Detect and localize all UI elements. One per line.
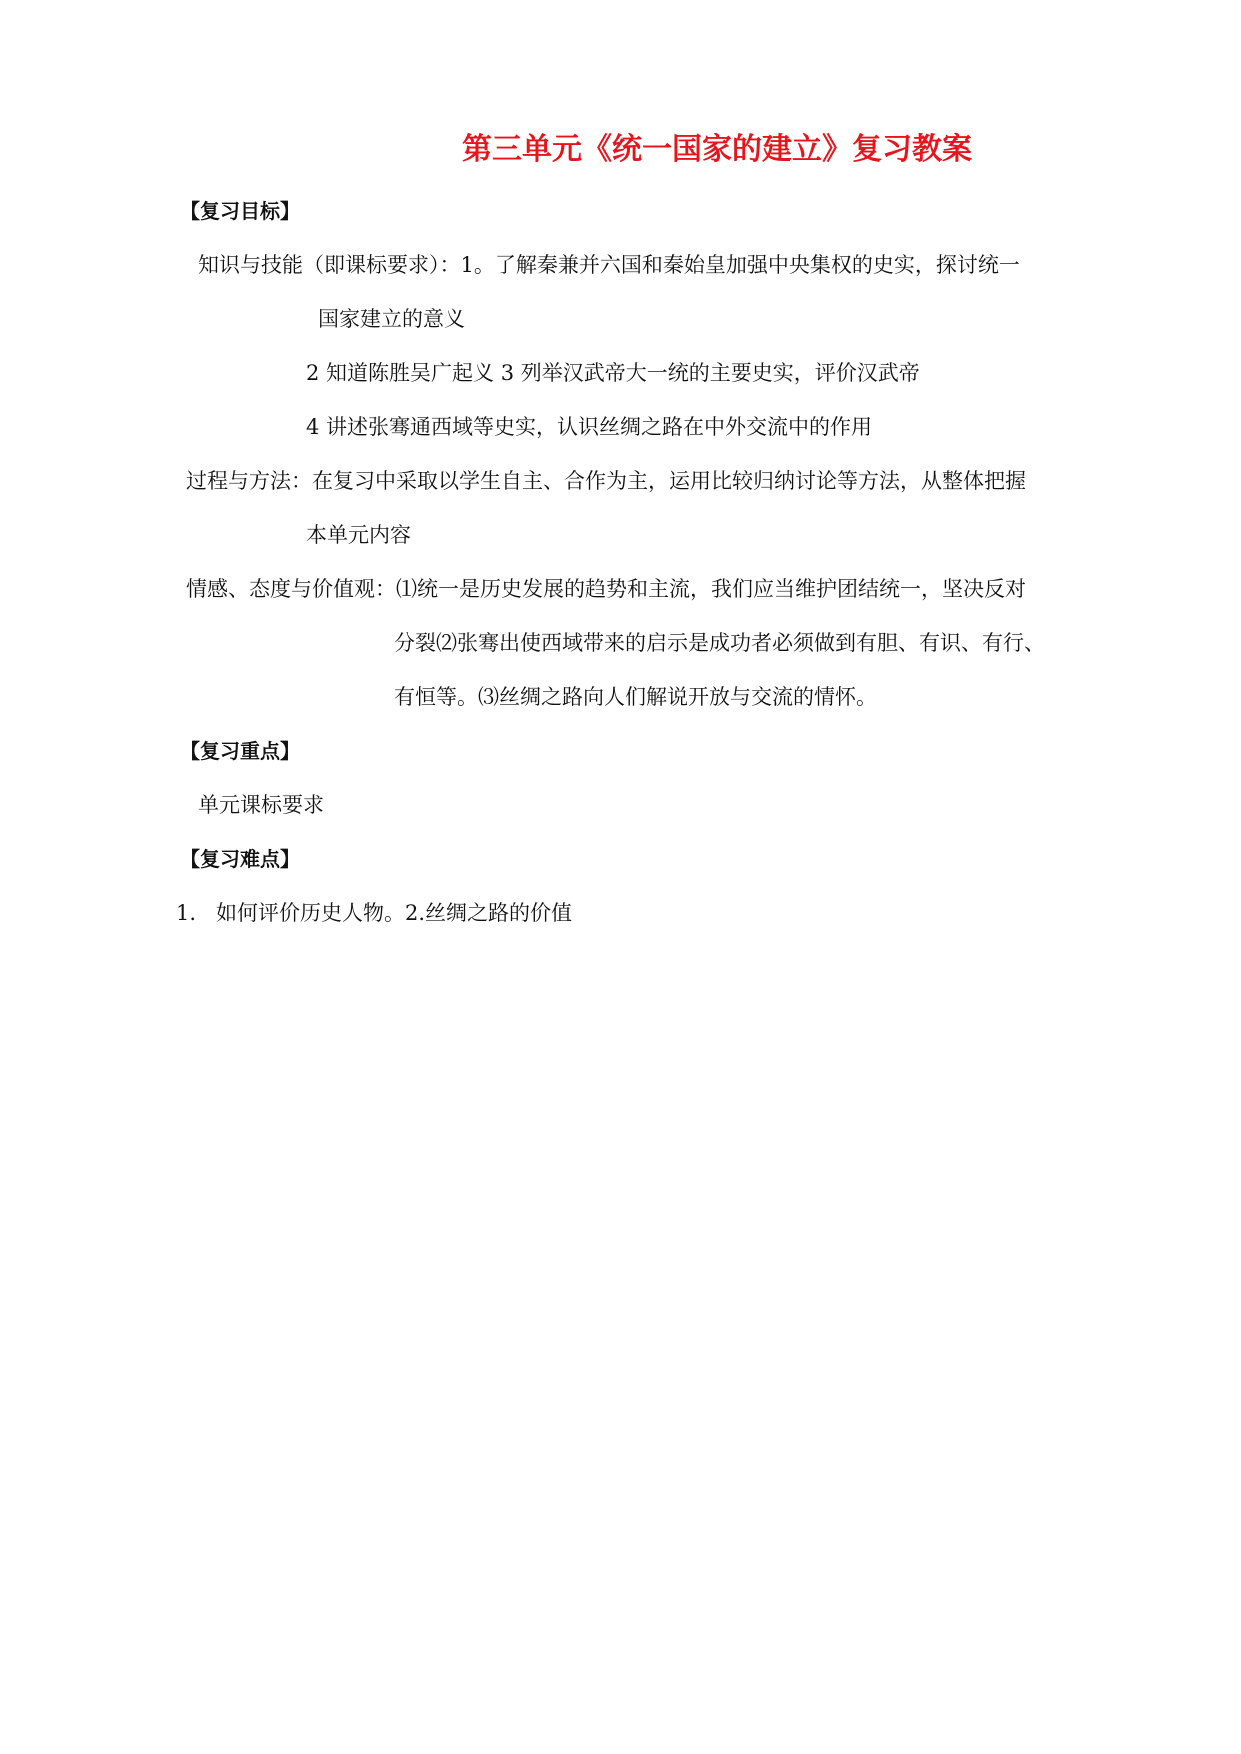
knowledge-line-1: 知识与技能（即课标要求）：1。了解秦兼并六国和秦始皇加强中央集权的史实，探讨统一 (198, 253, 1020, 277)
list-item-text: 如何评价历史人物。2.丝绸之路的价值 (216, 901, 573, 925)
key-points-content: 单元课标要求 (198, 793, 324, 817)
section-heading-difficulties: 【复习难点】 (180, 847, 300, 871)
emotion-line-1: 情感、态度与价值观：⑴统一是历史发展的趋势和主流，我们应当维护团结统一，坚决反对 (186, 577, 1026, 601)
knowledge-line-2: 国家建立的意义 (318, 307, 465, 331)
knowledge-line-3: 2 知道陈胜吴广起义 3 列举汉武帝大一统的主要史实，评价汉武帝 (306, 361, 920, 385)
list-item-number: 1. (176, 901, 197, 925)
section-heading-objectives: 【复习目标】 (180, 199, 300, 223)
section-heading-key-points: 【复习重点】 (180, 739, 300, 763)
emotion-line-3: 有恒等。⑶丝绸之路向人们解说开放与交流的情怀。 (394, 685, 877, 709)
document-title: 第三单元《统一国家的建立》复习教案 (462, 132, 972, 167)
emotion-line-2: 分裂⑵张骞出使西域带来的启示是成功者必须做到有胆、有识、有行、 (394, 631, 1045, 655)
process-line-1: 过程与方法：在复习中采取以学生自主、合作为主，运用比较归纳讨论等方法，从整体把握 (186, 469, 1026, 493)
knowledge-line-4: 4 讲述张骞通西域等史实，认识丝绸之路在中外交流中的作用 (306, 415, 873, 439)
process-line-2: 本单元内容 (306, 523, 411, 547)
